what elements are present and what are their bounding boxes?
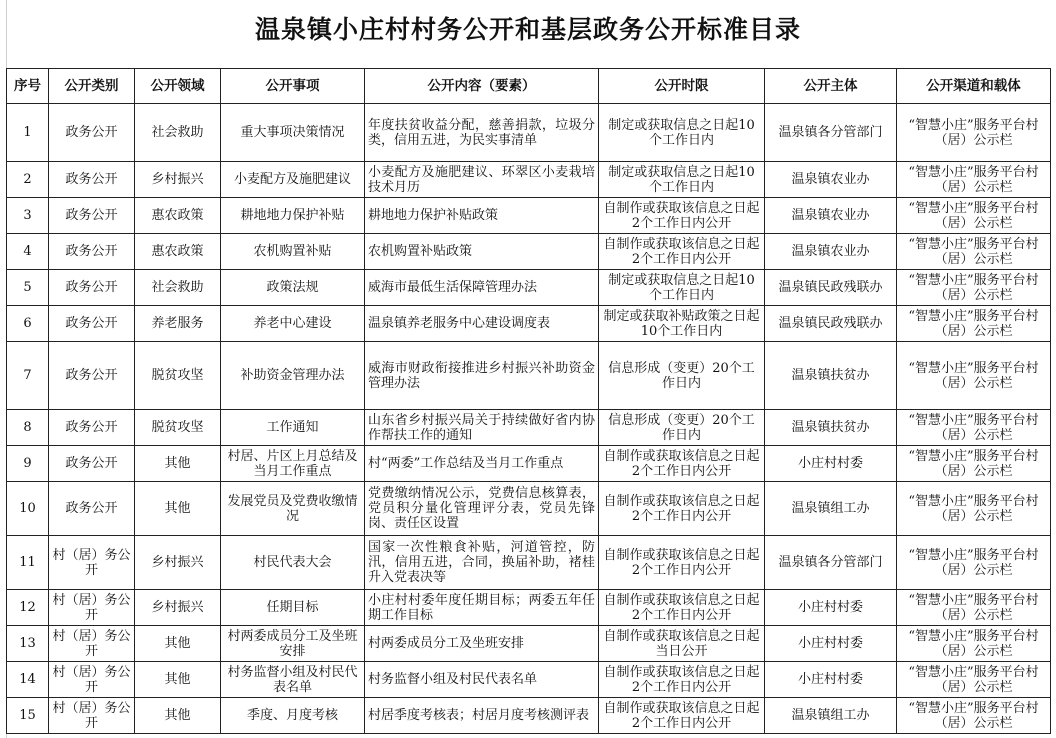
cell-index[interactable]: 7 — [7, 342, 49, 410]
cell-content[interactable]: 年度扶贫收益分配，慈善捐款，垃圾分类，信用五进，为民实事清单 — [365, 104, 599, 162]
cell-subject[interactable]: 温泉镇各分管部门 — [765, 104, 897, 162]
cell-time-limit[interactable]: 自制作或获取该信息之日起当日公开 — [599, 626, 765, 662]
cell-channel[interactable]: “智慧小庄”服务平台村（居）公示栏 — [897, 162, 1051, 198]
cell-category[interactable]: 政务公开 — [49, 162, 135, 198]
cell-content[interactable]: 国家一次性粮食补贴，河道管控，防汛，信用五进，合同，换届补助，褚桂升入党表决等 — [365, 536, 599, 590]
cell-time-limit[interactable]: 自制作或获取该信息之日起2个工作日内公开 — [599, 662, 765, 698]
cell-index[interactable]: 2 — [7, 162, 49, 198]
cell-category[interactable]: 政务公开 — [49, 306, 135, 342]
cell-content[interactable]: 村务监督小组及村民代表名单 — [365, 662, 599, 698]
cell-index[interactable]: 14 — [7, 662, 49, 698]
cell-category[interactable]: 政务公开 — [49, 410, 135, 446]
cell-index[interactable]: 3 — [7, 198, 49, 234]
cell-content[interactable]: 小麦配方及施肥建议、环翠区小麦栽培技术月历 — [365, 162, 599, 198]
cell-subject[interactable]: 小庄村村委 — [765, 662, 897, 698]
cell-channel[interactable]: “智慧小庄”服务平台村（居）公示栏 — [897, 306, 1051, 342]
cell-index[interactable]: 6 — [7, 306, 49, 342]
table-row — [7, 234, 1051, 270]
cell-subject[interactable]: 温泉镇组工办 — [765, 482, 897, 536]
cell-category[interactable]: 政务公开 — [49, 104, 135, 162]
cell-content[interactable]: 威海市财政衔接推进乡村振兴补助资金管理办法 — [365, 342, 599, 410]
table-row — [7, 482, 1051, 536]
cell-content[interactable]: 温泉镇养老服务中心建设调度表 — [365, 306, 599, 342]
cell-time-limit[interactable]: 制定或获取信息之日起10个工作日内 — [599, 162, 765, 198]
cell-field[interactable]: 其他 — [135, 446, 221, 482]
table-row — [7, 306, 1051, 342]
cell-channel[interactable]: “智慧小庄”服务平台村（居）公示栏 — [897, 536, 1051, 590]
cell-item[interactable]: 耕地地力保护补贴 — [221, 198, 365, 234]
cell-item[interactable]: 补助资金管理办法 — [221, 342, 365, 410]
cell-index[interactable]: 11 — [7, 536, 49, 590]
cell-category[interactable]: 政务公开 — [49, 198, 135, 234]
cell-field[interactable]: 其他 — [135, 626, 221, 662]
cell-item[interactable]: 任期目标 — [221, 590, 365, 626]
cell-channel[interactable]: “智慧小庄”服务平台村（居）公示栏 — [897, 662, 1051, 698]
cell-channel[interactable]: “智慧小庄”服务平台村（居）公示栏 — [897, 626, 1051, 662]
spreadsheet — [6, 0, 1050, 734]
cell-index[interactable]: 10 — [7, 482, 49, 536]
table-row — [7, 104, 1051, 162]
cell-time-limit[interactable]: 自制作或获取该信息之日起2个工作日内公开 — [599, 198, 765, 234]
cell-index[interactable]: 5 — [7, 270, 49, 306]
cell-subject[interactable]: 温泉镇民政残联办 — [765, 270, 897, 306]
cell-category[interactable]: 村（居）务公开 — [49, 626, 135, 662]
cell-subject[interactable]: 温泉镇组工办 — [765, 698, 897, 734]
cell-item[interactable]: 村民代表大会 — [221, 536, 365, 590]
cell-field[interactable]: 社会救助 — [135, 270, 221, 306]
cell-item[interactable]: 村两委成员分工及坐班安排 — [221, 626, 365, 662]
col-header-subject: 公开主体 — [765, 69, 897, 104]
cell-channel[interactable]: “智慧小庄”服务平台村（居）公示栏 — [897, 410, 1051, 446]
catalog-table — [6, 68, 1051, 734]
cell-category[interactable]: 政务公开 — [49, 342, 135, 410]
cell-channel[interactable]: “智慧小庄”服务平台村（居）公示栏 — [897, 698, 1051, 734]
cell-index[interactable]: 9 — [7, 446, 49, 482]
cell-channel[interactable]: “智慧小庄”服务平台村（居）公示栏 — [897, 342, 1051, 410]
cell-subject[interactable]: 小庄村村委 — [765, 626, 897, 662]
cell-subject[interactable]: 温泉镇农业办 — [765, 234, 897, 270]
col-header-channel: 公开渠道和载体 — [897, 69, 1051, 104]
header-row — [7, 69, 1051, 104]
cell-time-limit[interactable]: 信息形成（变更）20个工作日内 — [599, 410, 765, 446]
cell-field[interactable]: 养老服务 — [135, 306, 221, 342]
cell-time-limit[interactable]: 自制作或获取该信息之日起2个工作日内公开 — [599, 234, 765, 270]
cell-category[interactable]: 政务公开 — [49, 270, 135, 306]
cell-content[interactable]: 耕地地力保护补贴政策 — [365, 198, 599, 234]
cell-item[interactable]: 村务监督小组及村民代表名单 — [221, 662, 365, 698]
col-header-category: 公开类别 — [49, 69, 135, 104]
cell-item[interactable]: 重大事项决策情况 — [221, 104, 365, 162]
cell-field[interactable]: 惠农政策 — [135, 198, 221, 234]
cell-field[interactable]: 乡村振兴 — [135, 162, 221, 198]
cell-content[interactable]: 党费缴纳情况公示，党费信息核算表，党员积分量化管理评分表，党员先锋岗、责任区设置 — [365, 482, 599, 536]
cell-item[interactable]: 工作通知 — [221, 410, 365, 446]
cell-channel[interactable]: “智慧小庄”服务平台村（居）公示栏 — [897, 446, 1051, 482]
cell-time-limit[interactable]: 制定或获取补贴政策之日起10个工作日内 — [599, 306, 765, 342]
cell-category[interactable]: 村（居）务公开 — [49, 698, 135, 734]
cell-index[interactable]: 13 — [7, 626, 49, 662]
cell-index[interactable]: 15 — [7, 698, 49, 734]
col-header-index: 序号 — [7, 69, 49, 104]
cell-channel[interactable]: “智慧小庄”服务平台村（居）公示栏 — [897, 270, 1051, 306]
cell-content[interactable]: 山东省乡村振兴局关于持续做好省内协作帮扶工作的通知 — [365, 410, 599, 446]
table-row — [7, 342, 1051, 410]
table-row — [7, 698, 1051, 734]
cell-category[interactable]: 村（居）务公开 — [49, 662, 135, 698]
table-row — [7, 198, 1051, 234]
col-header-time-limit: 公开时限 — [599, 69, 765, 104]
cell-field[interactable]: 乡村振兴 — [135, 590, 221, 626]
cell-field[interactable]: 其他 — [135, 482, 221, 536]
cell-category[interactable]: 村（居）务公开 — [49, 536, 135, 590]
col-header-content: 公开内容（要素） — [365, 69, 599, 104]
cell-time-limit[interactable]: 信息形成（变更）20个工作日内 — [599, 342, 765, 410]
cell-category[interactable]: 政务公开 — [49, 446, 135, 482]
cell-channel[interactable]: “智慧小庄”服务平台村（居）公示栏 — [897, 234, 1051, 270]
cell-field[interactable]: 脱贫攻坚 — [135, 410, 221, 446]
cell-subject[interactable]: 温泉镇扶贫办 — [765, 342, 897, 410]
cell-subject[interactable]: 温泉镇农业办 — [765, 198, 897, 234]
cell-content[interactable]: 农机购置补贴政策 — [365, 234, 599, 270]
col-header-item: 公开事项 — [221, 69, 365, 104]
cell-time-limit[interactable]: 自制作或获取该信息之日起2个工作日内公开 — [599, 698, 765, 734]
cell-content[interactable]: 村居季度考核表；村居月度考核测评表 — [365, 698, 599, 734]
col-header-field: 公开领域 — [135, 69, 221, 104]
cell-time-limit[interactable]: 制定或获取信息之日起10个工作日内 — [599, 104, 765, 162]
cell-field[interactable]: 社会救助 — [135, 104, 221, 162]
cell-subject[interactable]: 小庄村村委 — [765, 590, 897, 626]
cell-index[interactable]: 8 — [7, 410, 49, 446]
cell-content[interactable]: 村“两委”工作总结及当月工作重点 — [365, 446, 599, 482]
cell-time-limit[interactable]: 自制作或获取该信息之日起2个工作日内公开 — [599, 482, 765, 536]
cell-channel[interactable]: “智慧小庄”服务平台村（居）公示栏 — [897, 198, 1051, 234]
cell-category[interactable]: 政务公开 — [49, 234, 135, 270]
cell-field[interactable]: 脱贫攻坚 — [135, 342, 221, 410]
cell-time-limit[interactable]: 自制作或获取该信息之日起2个工作日内公开 — [599, 590, 765, 626]
cell-index[interactable]: 12 — [7, 590, 49, 626]
table-row — [7, 590, 1051, 626]
table-row — [7, 446, 1051, 482]
cell-content[interactable]: 小庄村村委年度任期目标；两委五年任期工作目标 — [365, 590, 599, 626]
cell-channel[interactable]: “智慧小庄”服务平台村（居）公示栏 — [897, 482, 1051, 536]
cell-time-limit[interactable]: 制定或获取信息之日起10个工作日内 — [599, 270, 765, 306]
cell-item[interactable]: 小麦配方及施肥建议 — [221, 162, 365, 198]
page-title: 温泉镇小庄村村务公开和基层政务公开标准目录 — [254, 15, 801, 44]
cell-subject[interactable]: 温泉镇农业办 — [765, 162, 897, 198]
cell-field[interactable]: 其他 — [135, 662, 221, 698]
cell-content[interactable]: 威海市最低生活保障管理办法 — [365, 270, 599, 306]
cell-channel[interactable]: “智慧小庄”服务平台村（居）公示栏 — [897, 104, 1051, 162]
cell-field[interactable]: 惠农政策 — [135, 234, 221, 270]
cell-item[interactable]: 养老中心建设 — [221, 306, 365, 342]
cell-item[interactable]: 季度、月度考核 — [221, 698, 365, 734]
cell-subject[interactable]: 温泉镇民政残联办 — [765, 306, 897, 342]
cell-field[interactable]: 其他 — [135, 698, 221, 734]
table-row — [7, 536, 1051, 590]
cell-item[interactable]: 农机购置补贴 — [221, 234, 365, 270]
cell-subject[interactable]: 温泉镇扶贫办 — [765, 410, 897, 446]
cell-index[interactable]: 4 — [7, 234, 49, 270]
table-row — [7, 162, 1051, 198]
cell-category[interactable]: 政务公开 — [49, 482, 135, 536]
cell-content[interactable]: 村两委成员分工及坐班安排 — [365, 626, 599, 662]
cell-subject[interactable]: 温泉镇各分管部门 — [765, 536, 897, 590]
cell-item[interactable]: 政策法规 — [221, 270, 365, 306]
table-row — [7, 626, 1051, 662]
cell-item[interactable]: 村居、片区上月总结及当月工作重点 — [221, 446, 365, 482]
cell-subject[interactable]: 小庄村村委 — [765, 446, 897, 482]
table-row — [7, 662, 1051, 698]
cell-index[interactable]: 1 — [7, 104, 49, 162]
cell-field[interactable]: 乡村振兴 — [135, 536, 221, 590]
cell-time-limit[interactable]: 自制作或获取该信息之日起2个工作日内公开 — [599, 536, 765, 590]
cell-channel[interactable]: “智慧小庄”服务平台村（居）公示栏 — [897, 590, 1051, 626]
table-row — [7, 270, 1051, 306]
table-row — [7, 410, 1051, 446]
cell-category[interactable]: 村（居）务公开 — [49, 590, 135, 626]
cell-time-limit[interactable]: 自制作或获取该信息之日起2个工作日内公开 — [599, 446, 765, 482]
cell-item[interactable]: 发展党员及党费收缴情况 — [221, 482, 365, 536]
